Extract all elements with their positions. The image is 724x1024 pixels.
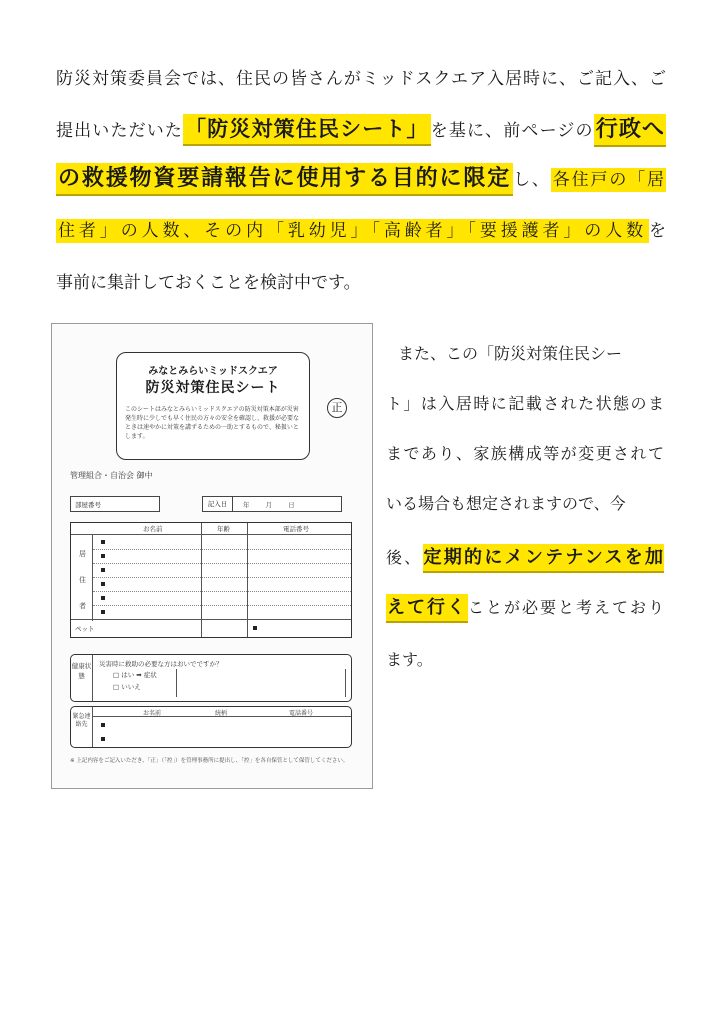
date-units: 年 月 日 xyxy=(243,501,295,509)
paragraph-line-1: 防災対策委員会では、住民の皆さんがミッドスクエア入居時に、ご記入、ご xyxy=(56,69,666,89)
side-line-3: まであり、家族構成等が変更されて xyxy=(386,444,664,463)
side-line-4: いる場合も想定されますので、今 xyxy=(386,494,626,513)
side-line-1: また、この「防災対策住民シー xyxy=(398,344,623,363)
col-phone: 電話番号 xyxy=(283,525,309,533)
health-section xyxy=(70,654,352,702)
symptom-bracket xyxy=(176,669,346,697)
health-question: 災害時に救助の必要な方はおいでですか？ xyxy=(99,660,223,668)
original-stamp: 正 xyxy=(327,398,347,418)
highlight-administrative: 行政へ xyxy=(594,114,666,147)
table-row xyxy=(93,591,351,592)
form-addressee: 管理組合・自治会 御中 xyxy=(70,471,153,480)
highlight-purpose: の救援物資要請報告に使用する目的に限定 xyxy=(56,163,513,196)
contact-label: 緊急連絡先 xyxy=(71,707,93,747)
date-label: 記入日 xyxy=(203,497,233,511)
highlight-resident-sheet: 「防災対策住民シート」 xyxy=(183,114,431,146)
emergency-contact-section xyxy=(70,706,352,748)
side-line-7: ます。 xyxy=(386,650,433,669)
checkbox-mark xyxy=(101,723,105,727)
paragraph-line-2: 提出いただいた「防災対策住民シート」 を基に、前ページの行政へ xyxy=(56,114,666,146)
col-age: 年齢 xyxy=(217,525,230,533)
highlight-going-forward: えて行く xyxy=(386,594,468,623)
highlight-counts: 住者」の人数、その内「乳幼児」「高齢者」「要援護者」の人数 xyxy=(58,221,647,241)
table-row xyxy=(93,563,351,564)
residents-table xyxy=(70,522,352,638)
checkbox-mark xyxy=(101,554,105,558)
pet-row xyxy=(71,619,351,637)
health-label: 健康状態 xyxy=(71,655,93,701)
contact-relation-col: 続柄 xyxy=(215,710,228,717)
form-title-box xyxy=(116,352,310,460)
table-row xyxy=(93,577,351,578)
resident-sheet-image xyxy=(51,323,373,789)
contact-name-col: お名前 xyxy=(143,710,162,717)
col-name: お名前 xyxy=(143,525,163,533)
checkbox-mark xyxy=(101,568,105,572)
pet-label: ペット xyxy=(75,625,95,633)
form-subtitle: みなとみらいミッドスクエア xyxy=(148,366,278,377)
side-line-5: 後、定期的にメンテナンスを加 xyxy=(386,544,664,572)
residents-label: 居 住 者 xyxy=(71,535,93,621)
checkbox-mark xyxy=(101,737,105,741)
form-note: このシートはみなとみらいミッドスクエアの防災対策本部が災害発生時に少しでも早く住民の方々の安全を確認し、救援が必要なときは速やかに対策を講ずるための一助とするもので、秘扱いとします。 xyxy=(125,406,300,440)
contact-header xyxy=(93,707,351,717)
form-title: 防災対策住民シート xyxy=(145,380,281,396)
paragraph-line-5: 事前に集計しておくことを検討中です。 xyxy=(56,273,361,293)
table-row xyxy=(93,549,351,550)
date-field xyxy=(202,496,342,512)
highlight-household: 各住戸の「居 xyxy=(552,170,665,190)
side-line-6: えて行くことが必要と考えており xyxy=(386,594,664,622)
checkbox-mark xyxy=(101,596,105,600)
paragraph-line-4: 住者」の人数、その内「乳幼児」「高齢者」「要援護者」の人数 を xyxy=(58,221,666,241)
health-yes-option: □ はい ➡ 症状 xyxy=(113,671,157,679)
contact-phone-col: 電話番号 xyxy=(289,710,314,717)
table-row xyxy=(93,605,351,606)
checkbox-mark xyxy=(101,540,105,544)
health-no-option: □ いいえ xyxy=(113,683,141,691)
highlight-maintenance: 定期的にメンテナンスを加 xyxy=(423,544,664,573)
paragraph-line-3: の救援物資要請報告に使用する目的に限定 し、 各住戸の「居 xyxy=(56,164,666,195)
checkbox-mark xyxy=(101,610,105,614)
side-line-2: ト」は入居時に記載された状態のま xyxy=(386,394,664,413)
form-footnote: ※ 上記内容をご記入いただき、「正」（「控」）を管理事務所に提出し、「控」を各自保管として保管してください。 xyxy=(70,758,349,764)
checkbox-mark xyxy=(253,626,257,630)
checkbox-mark xyxy=(101,582,105,586)
residents-table-header xyxy=(71,523,351,535)
room-number-field: 部屋番号 xyxy=(70,496,160,512)
